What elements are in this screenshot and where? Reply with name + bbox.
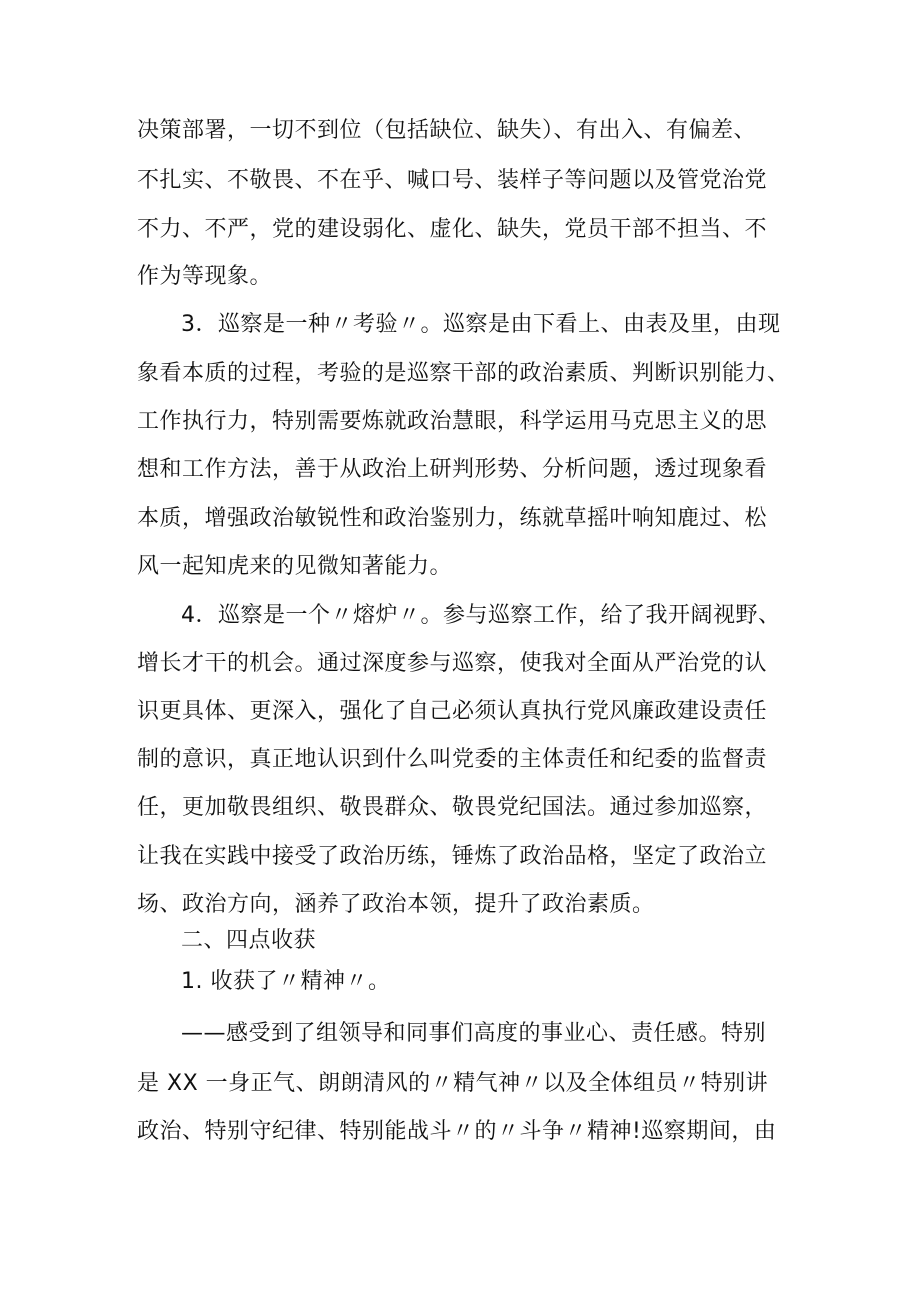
paragraph-line: 工作执行力，特别需要炼就政治慧眼，科学运用马克思主义的思 — [137, 409, 768, 434]
paragraph-line: 决策部署，一切不到位（包括缺位、缺失）、有出入、有偏差、 — [137, 118, 757, 143]
paragraph-line: 3．巡察是一种〃考验〃。巡察是由下看上、由表及里，由现 — [181, 312, 781, 337]
paragraph-line: 象看本质的过程，考验的是巡察干部的政治素质、判断识别能力、 — [137, 361, 790, 386]
paragraph-line: ——感受到了组领导和同事们高度的事业心、责任感。特别 — [181, 1021, 767, 1046]
paragraph-line: 场、政治方向，涵养了政治本领，提升了政治素质。 — [137, 892, 655, 917]
subsection-heading: 1. 收获了〃精神〃。 — [181, 969, 391, 994]
paragraph-line: 识更具体、更深入，强化了自己必须认真执行党风廉政建设责任 — [137, 699, 768, 724]
paragraph-line: 风一起知虎来的见微知著能力。 — [137, 554, 453, 579]
paragraph-line: 4．巡察是一个〃熔炉〃。参与巡察工作，给了我开阔视野、 — [181, 603, 781, 628]
paragraph-line: 制的意识，真正地认识到什么叫党委的主体责任和纪委的监督责 — [137, 747, 768, 772]
paragraph-line: 增长才干的机会。通过深度参与巡察，使我对全面从严治党的认 — [137, 651, 768, 676]
paragraph-line: 任，更加敬畏组织、敬畏群众、敬畏党纪国法。通过参加巡察， — [137, 795, 768, 820]
paragraph-line: 政治、特别守纪律、特别能战斗〃的〃斗争〃精神!巡察期间，由 — [137, 1119, 777, 1144]
paragraph-line: 本质，增强政治敏锐性和政治鉴别力，练就草摇叶响知鹿过、松 — [137, 506, 768, 531]
paragraph-line: 想和工作方法，善于从政治上研判形势、分析问题，透过现象看 — [137, 457, 768, 482]
paragraph-line: 作为等现象。 — [137, 264, 273, 289]
paragraph-line: 不扎实、不敬畏、不在乎、喊口号、装样子等问题以及管党治党 — [137, 168, 768, 193]
paragraph-line: 不力、不严，党的建设弱化、虚化、缺失，党员干部不担当、不 — [137, 217, 768, 242]
paragraph-line: 让我在实践中接受了政治历练，锤炼了政治品格，坚定了政治立 — [137, 844, 768, 869]
paragraph-line: 是 XX 一身正气、朗朗清风的〃精气神〃以及全体组员〃特别讲 — [137, 1071, 769, 1096]
section-heading: 二、四点收获 — [181, 928, 317, 953]
